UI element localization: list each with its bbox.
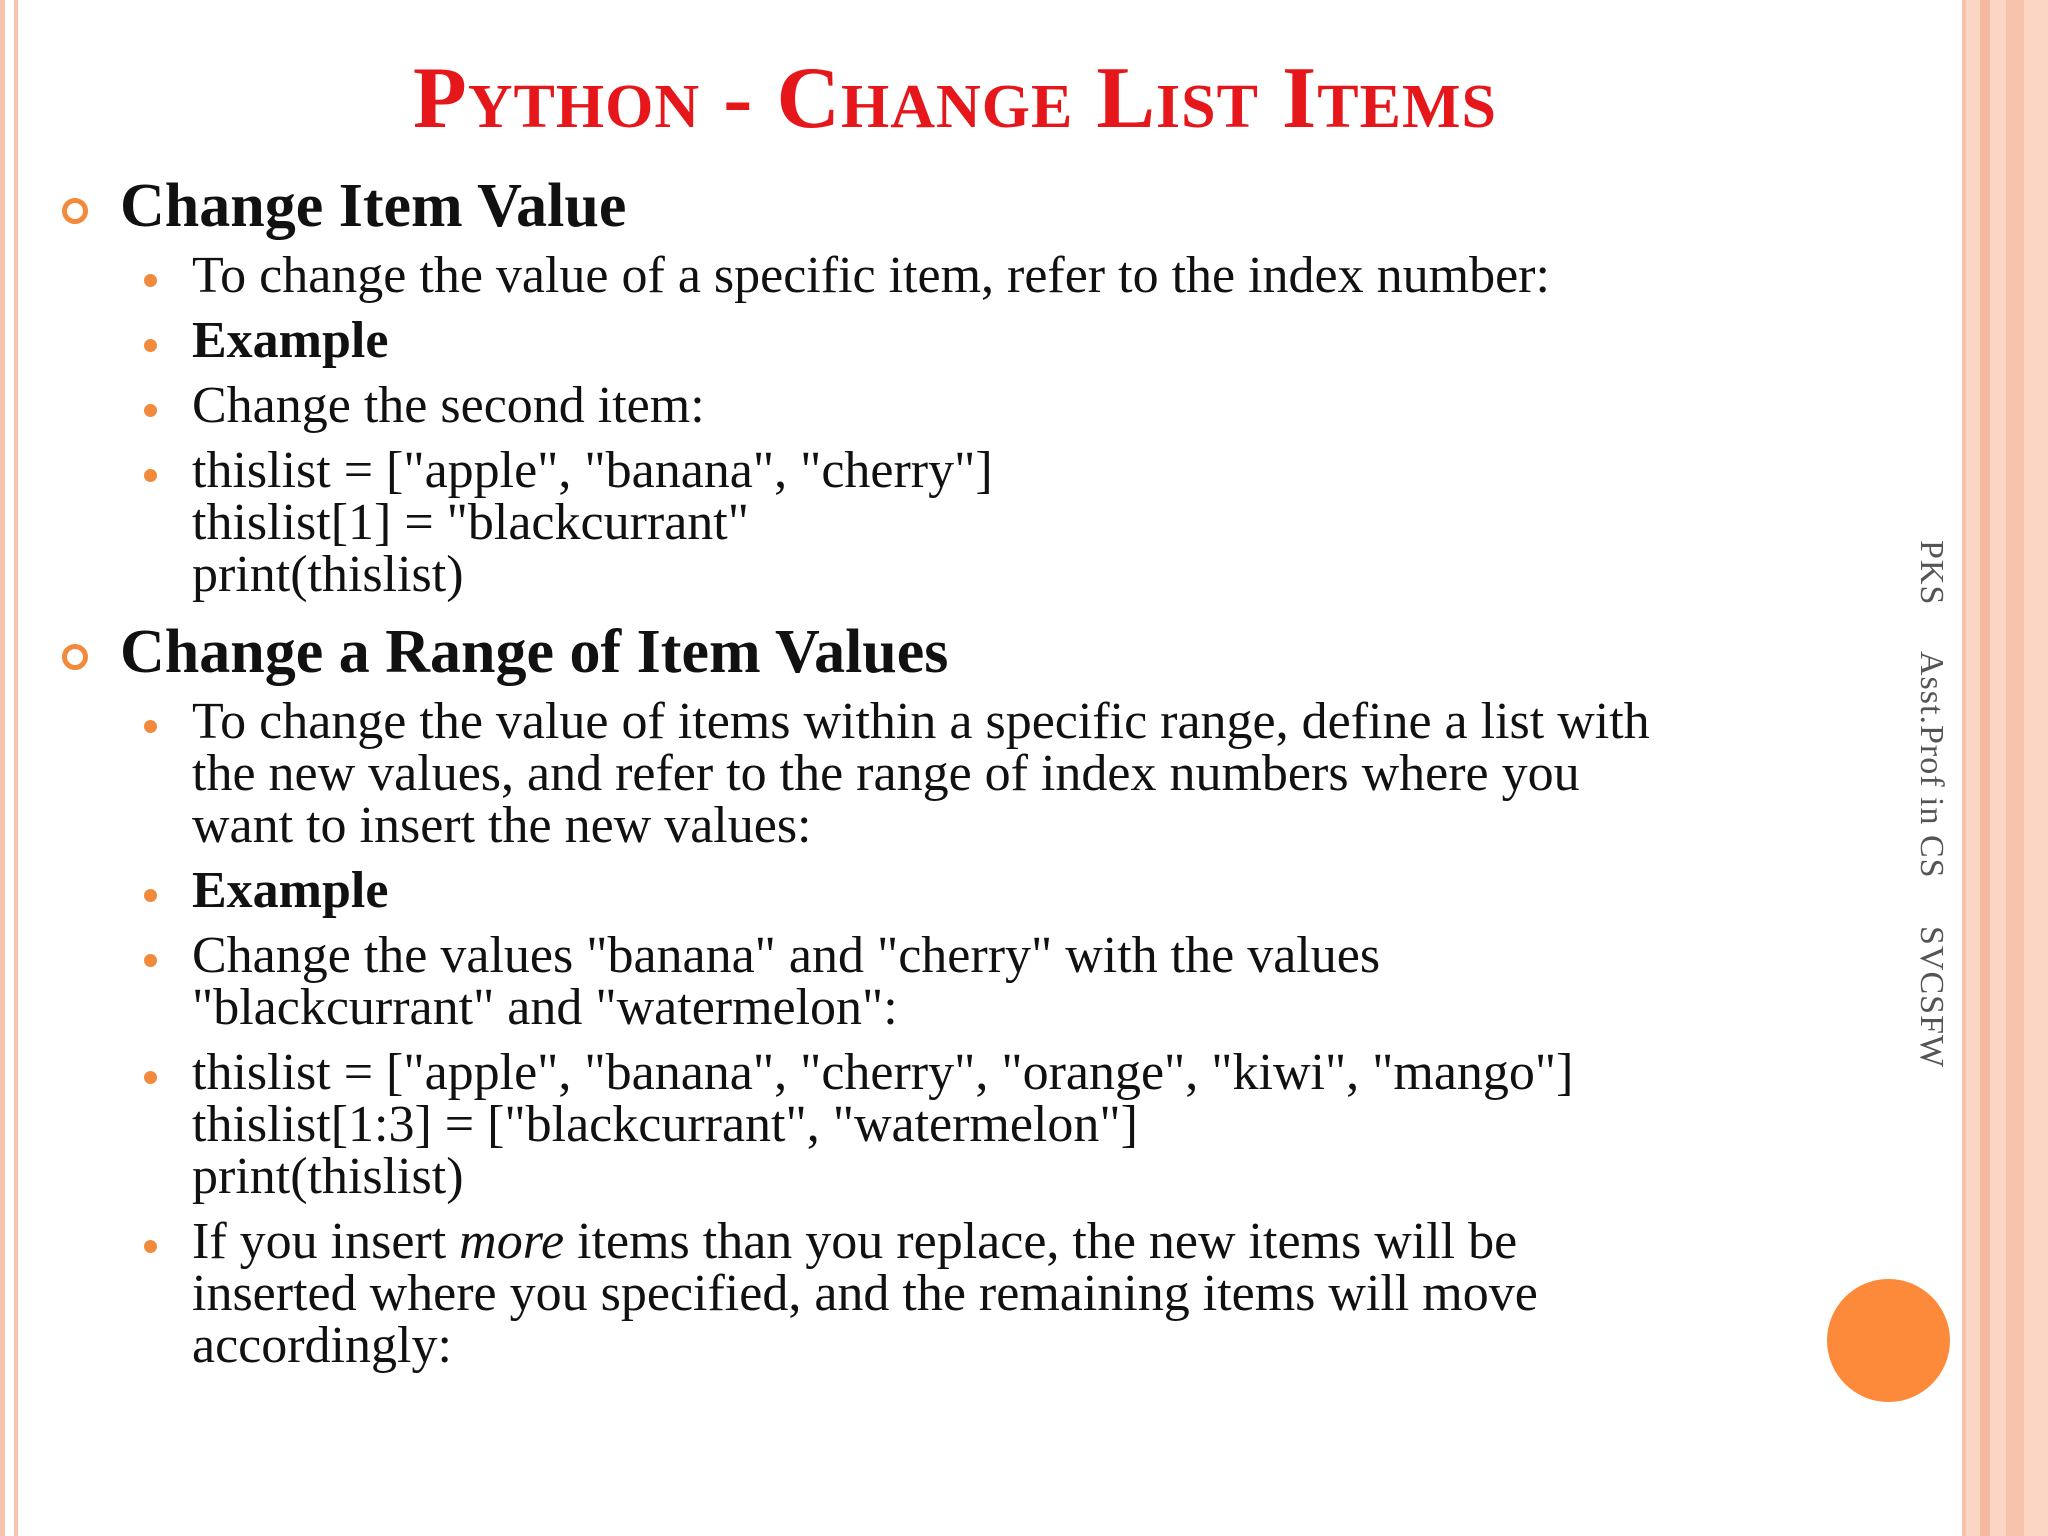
left-stripe-inner xyxy=(14,0,18,1536)
right-stripe-1 xyxy=(1962,0,1966,1536)
list-item: Example xyxy=(60,865,1960,917)
list-item: To change the value of a specific item, refer to the index number: xyxy=(60,250,1960,302)
left-stripe xyxy=(0,0,5,1536)
list-item: Example xyxy=(60,315,1960,367)
right-stripe-2 xyxy=(1980,0,1990,1536)
bullet-icon xyxy=(144,274,157,287)
bullet-icon xyxy=(144,954,157,967)
slide-title: Python - Change List Items xyxy=(413,50,1497,147)
code-line: print(thislist) xyxy=(192,546,464,603)
side-author-label: PKS Asst.Prof in CS SVCSFW xyxy=(1913,540,1950,1069)
section-change-range xyxy=(60,614,1960,690)
ring-bullet-icon xyxy=(62,198,88,224)
list-item: Change the second item: xyxy=(60,380,1960,432)
section2-list xyxy=(60,693,1960,1374)
list-item: Change the values "banana" and "cherry" with the values "blackcurrant" and "watermelon": xyxy=(60,930,1960,1034)
code-line: thislist = ["apple", "banana", "cherry", "orange", "kiwi", "mango"] xyxy=(192,1044,1574,1101)
bullet-icon xyxy=(144,469,157,482)
code-line: thislist[1] = "blackcurrant" xyxy=(192,494,749,551)
code-item xyxy=(60,442,1960,603)
slide-content xyxy=(60,168,1960,1385)
right-stripe-3 xyxy=(2006,0,2024,1536)
list-item: If you insert more items than you replace, the new items will be inserted where you specified, and the remaining items will move accordingly: xyxy=(60,1216,1960,1372)
bullet-icon xyxy=(144,404,157,417)
code-item xyxy=(60,1044,1960,1205)
code-line: print(thislist) xyxy=(192,1148,464,1205)
emphasis-more: more xyxy=(459,1213,565,1270)
decorative-circle xyxy=(1827,1279,1950,1402)
bullet-icon xyxy=(144,1240,157,1253)
code-line: thislist = ["apple", "banana", "cherry"] xyxy=(192,442,993,499)
bullet-icon xyxy=(144,720,157,733)
section-change-item-value xyxy=(60,168,1960,244)
code-line: thislist[1:3] = ["blackcurrant", "watermelon"] xyxy=(192,1096,1138,1153)
bullet-icon xyxy=(144,1071,157,1084)
section-heading: Change a Range of Item Values xyxy=(120,618,949,686)
bullet-icon xyxy=(144,889,157,902)
ring-bullet-icon xyxy=(62,644,88,670)
bullet-icon xyxy=(144,339,157,352)
section-heading: Change Item Value xyxy=(120,172,627,240)
section1-list xyxy=(60,247,1960,603)
list-item: To change the value of items within a specific range, define a list with the new values, and refer to the range of index numbers where you want to insert the new values: xyxy=(60,696,1960,852)
